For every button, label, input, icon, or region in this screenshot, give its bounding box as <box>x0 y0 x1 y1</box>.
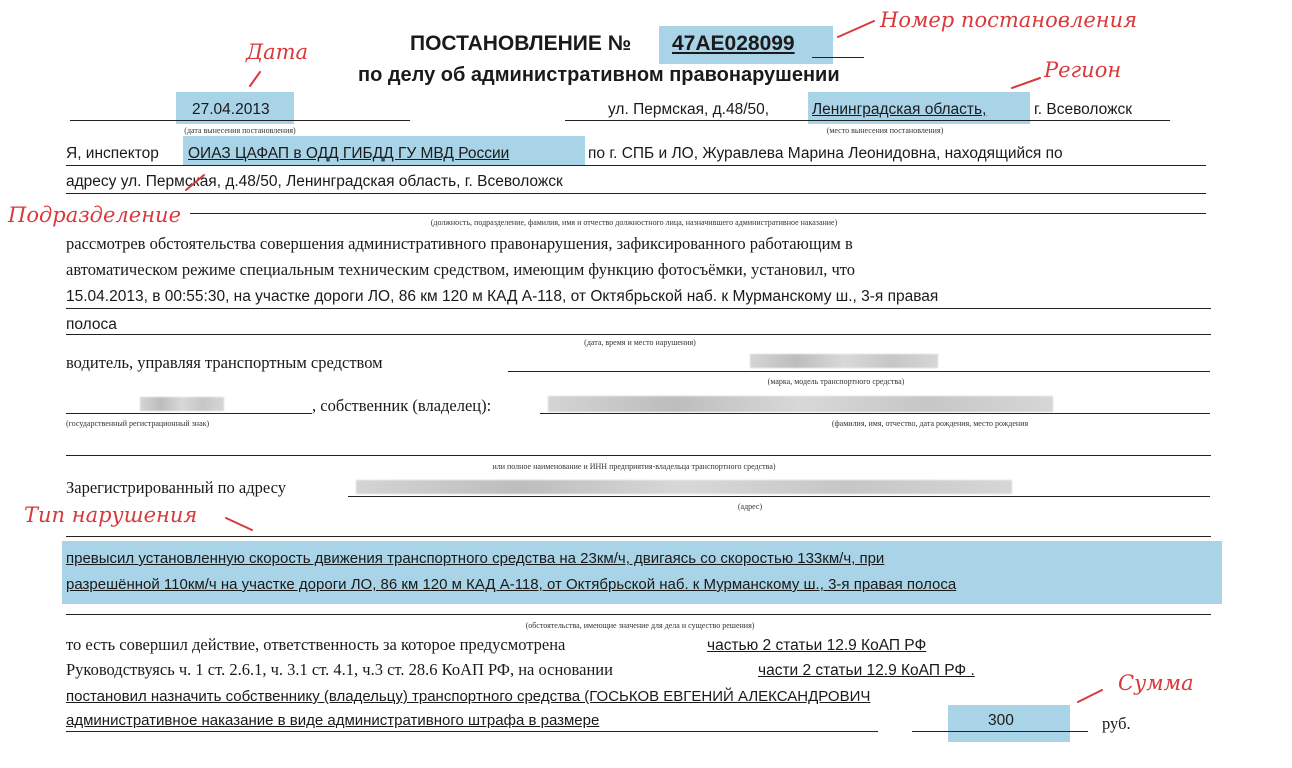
penalty: административное наказание в виде административного штрафа в размере <box>66 712 600 729</box>
place-suffix: г. Всеволожск <box>1034 101 1132 118</box>
currency: руб. <box>1102 714 1131 733</box>
annotation-department: Подразделение <box>8 203 182 227</box>
annotation-number: Номер постановления <box>880 8 1138 32</box>
inspector-address: адресу ул. Пермская, д.48/50, Ленинградская область, г. Всеволожск <box>66 173 563 190</box>
law-article-1: частью 2 статьи 12.9 КоАП РФ <box>707 637 927 654</box>
place-prefix: ул. Пермская, д.48/50, <box>608 101 770 118</box>
driver-label: водитель, управляя транспортным средством <box>66 353 383 372</box>
inspector-prefix: Я, инспектор <box>66 145 159 162</box>
annotation-sum: Сумма <box>1118 671 1194 695</box>
paragraph-line-1: рассмотрев обстоятельства совершения административного правонарушения, зафиксированного работающим в <box>66 234 853 253</box>
decision: постановил назначить собственнику (владельцу) транспортного средства (ГОСЬКОВ ЕВГЕНИЙ АЛЕКСАНДРОВИЧ <box>66 688 871 705</box>
pointer-department <box>186 175 204 190</box>
fine-amount: 300 <box>988 712 1014 729</box>
pointer-violation <box>226 518 252 530</box>
pointer-sum <box>1078 690 1102 702</box>
violation-line-2: разрешённой 110км/ч на участке дороги ЛО, 86 км 120 м КАД А-118, от Октябрьской наб. к Мурманскому ш., 3-я правая полоса <box>66 576 957 593</box>
owner-label: , собственник (владелец): <box>312 396 492 415</box>
caption-datetime: (дата, время и место нарушения) <box>584 338 696 347</box>
law-line-2: Руководствуясь ч. 1 ст. 2.6.1, ч. 3.1 ст. 4.1, ч.3 ст. 28.6 КоАП РФ, на основании <box>66 660 613 679</box>
caption-date: (дата вынесения постановления) <box>184 126 296 135</box>
pointer-region <box>1012 78 1040 88</box>
caption-place: (место вынесения постановления) <box>826 126 944 135</box>
region: Ленинградская область, <box>812 101 987 118</box>
resolution-date: 27.04.2013 <box>192 101 270 118</box>
resolution-number: 47АЕ028099 <box>672 32 795 55</box>
law-line-1: то есть совершил действие, ответственность за которое предусмотрена <box>66 635 566 654</box>
caption-org: или полное наименование и ИНН предприятия-владельца транспортного средства) <box>492 462 776 471</box>
caption-plate: (государственный регистрационный знак) <box>66 419 210 428</box>
pointer-date <box>250 72 260 86</box>
pointer-number <box>838 21 874 37</box>
caption-address: (адрес) <box>737 502 763 511</box>
annotation-violation: Тип нарушения <box>24 503 198 527</box>
registered-label: Зарегистрированный по адресу <box>66 478 286 497</box>
caption-model: (марка, модель транспортного средства) <box>767 377 905 386</box>
inspector-suffix: по г. СПБ и ЛО, Журавлева Марина Леонидовна, находящийся по <box>588 145 1063 162</box>
annotation-region: Регион <box>1044 58 1122 82</box>
caption-official: (должность, подразделение, фамилия, имя и отчество должностного лица, назначившего административное наказание) <box>430 218 838 227</box>
caption-circumstances: (обстоятельства, имеющие значение для дела и существо решения) <box>525 621 755 630</box>
department: ОИАЗ ЦАФАП в ОДД ГИБДД ГУ МВД России <box>188 145 510 162</box>
annotation-date: Дата <box>246 40 309 64</box>
subtitle: по делу об административном правонарушении <box>358 64 840 86</box>
caption-owner: (фамилия, имя, отчество, дата рождения, место рождения <box>831 419 1029 428</box>
violation-line-1: превысил установленную скорость движения транспортного средства на 23км/ч, двигаясь со скоростью 133км/ч, при <box>66 550 885 567</box>
violation-datetime: 15.04.2013, в 00:55:30, на участке дороги ЛО, 86 км 120 м КАД А-118, от Октябрьской наб. к Мурманскому ш., 3-я правая <box>66 288 939 305</box>
paragraph-line-2: автоматическом режиме специальным техническим средством, имеющим функцию фотосъёмки, установил, что <box>66 260 856 279</box>
law-article-2: части 2 статьи 12.9 КоАП РФ . <box>758 662 975 679</box>
title-prefix: ПОСТАНОВЛЕНИЕ № <box>410 32 632 55</box>
violation-lane: полоса <box>66 316 117 333</box>
